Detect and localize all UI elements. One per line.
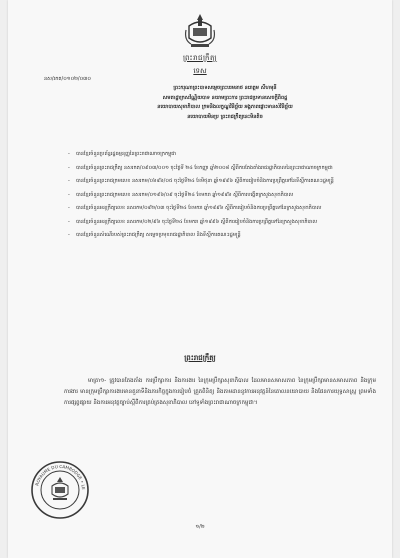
order-label: ទេស [193, 67, 207, 75]
consideration-item: - បានខ្មែរចំនួនព្រះរាជក្រមលេខ នសរកម/០៦៩៦/០៥ ចុះថ្ងៃទី២៤ ខែមិថុនា ឆ្នាំ១៩៩៦ ស្តីពីការរៀបចំនិងការប្រព្រឹត្តទៅនៃទីស្តីការគណៈរដ្ឋមន្ត្រី [68, 177, 368, 186]
page-number: ១/២ [195, 524, 205, 530]
consideration-item: - បានខ្មែរចំនួនអនុក្រឹត្យលេខ នសរកម/០៩២/០៣ ចុះថ្ងៃទី២៤ ខែមករា ឆ្នាំ១៩៩៦ ស្តីពីការរៀបចំនិងការប្រព្រឹត្តទៅនៃក្រសួងសុខាភិបាល [68, 204, 368, 213]
consideration-item: - បានខ្មែរចំនួនអនុក្រឹត្យលេខ នសរកម/០២/៩៦ ចុះថ្ងៃទី២៤ ខែមករា ឆ្នាំ១៩៩៦ ស្តីពីការរៀបចំនិងការប្រព្រឹត្តទៅនៃក្រសួងសុខាភិបាល [68, 218, 368, 227]
document-page [8, 0, 392, 558]
considerations-list [68, 150, 368, 245]
preamble-line: ព្រះករុណាព្រះបាទសម្តេចព្រះបរមនាថ នរោត្តម សីហមុនី [173, 85, 277, 91]
consideration-item: - បានខ្មែរចំនួនព្រះរាជក្រឹត្យ នសរកត/០៩០៣/០០១ ចុះថ្ងៃទី ២៤ ខែកញ្ញា ឆ្នាំ២០០៨ ស្តីពីការតែងតាំងរាជរដ្ឋាភិបាលនៃព្រះរាជាណាចក្រកម្ពុជា [68, 164, 368, 173]
decision-heading: ព្រះរាជក្រឹត្យ [184, 354, 216, 362]
preamble-line: សមតាដ្ឋាក្រសវ័ណ្ណិយបាទ នយាមព្រះការ ព្រះរាជប្រទានសេចក្តីពិពដ្ឋ [162, 94, 288, 101]
kingdom-heading: ព្រះរាជក្រឹត្យ [182, 54, 218, 62]
document-number: នស/រកត/០១០២/០៣០ [44, 76, 91, 82]
preamble [80, 84, 370, 122]
royal-emblem-icon [183, 12, 217, 50]
preamble-line: នយោបាយសុខាភិបាល ក្រមនិងលក្ខណ្ឌវិនិច្ឆ័យ អង្គភាពផ្តោះមានស់វិនិច្ឆ័យ [157, 104, 293, 110]
official-seal-icon [30, 460, 90, 520]
svg-text:ROYAUME DU CAMBODGE • LE MINIS [30, 460, 86, 490]
preamble-line: នយោបាយមិនប្រ ព្រះរាជក្រឹត្យនេះមិនតិច [187, 113, 263, 120]
consideration-item: - បានខ្មែរចំនួនប្រព័ន្ធរដ្ឋធម្មនុញ្ញនៃព្រះរាជាណាចក្រកម្ពុជា [68, 150, 368, 159]
consideration-item: - បានខ្មែរចំនួនព្រះរាជក្រមលេខ នសរកម/០១៩៦/០៩ ចុះថ្ងៃទី២៤ ខែមករា ឆ្នាំ១៩៩៦ ស្តីពីការបង្កើតក្រសួងសុខាភិបាល [68, 191, 368, 200]
consideration-item: - បានខ្មែរចំនួនសំណើរបស់ព្រះរាជក្រឹត្យ សម្តេចប្រមុខរាជរដ្ឋាភិបាល និងទីស្តីការគណៈរដ្ឋមន្ត្រី [68, 231, 368, 240]
article-paragraph: មាត្រា១- ត្រូវបានតែងតាំង ការប្រឹក្សាការ និងការងារ នៃក្រុមប្រឹក្សាសុខាភិបាល ដែលមានសមាសភាព នៃក្រុមប្រឹក្សាមានសមាសភាព និងក្រុមការងារ មានក្រុមប្រឹក្សាការងារមានតួនាទីនិងភារកិច្ចក្នុងការរៀបចំ ត្រួតពិនិត្យ និងតាមដាននូវការអនុវត្តន៍នៃគោលនយោបាយ និងផែនការយុទ្ធសាស្ត្រ ព្រមទាំងការផ្សព្វផ្សាយ និងការអនុវត្តច្បាប់ស្តីពីការគ្រប់គ្រងសុខាភិបាល នៅទូទាំងព្រះរាជាណាចក្រកម្ពុជា។ [64, 378, 376, 406]
seal-text: ROYAUME DU CAMBODGE • LE [34, 463, 87, 490]
